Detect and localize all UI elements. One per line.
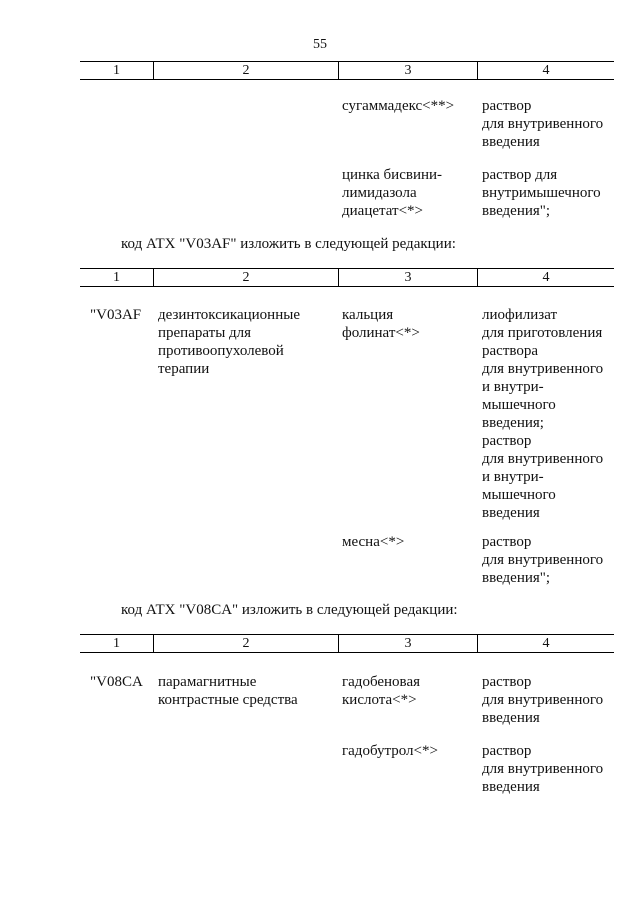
substance-name: месна<*>: [342, 534, 405, 550]
substance-name: кальция фолинат<*>: [342, 307, 420, 341]
substance-name: гадобутрол<*>: [342, 743, 438, 759]
header-cell-3: 3: [404, 636, 412, 651]
header-cell-3: 3: [404, 63, 412, 78]
header-cell-2: 2: [242, 270, 250, 285]
instruction-paragraph: код АТХ "V03AF" изложить в следующей редакции:: [121, 236, 456, 252]
substance-name: гадобеновая кислота<*>: [342, 674, 421, 708]
dosage-form: раствор для внутривенного введения: [482, 674, 604, 726]
dosage-form: раствор для внутримышечного введения";: [482, 167, 601, 219]
dosage-form: раствор для внутривенного введения";: [482, 534, 604, 586]
instruction-paragraph: код АТХ "V08CA" изложить в следующей редакции:: [121, 602, 458, 618]
pharmacological-group: дезинтоксикационные препараты для противоопухолевой терапии: [158, 307, 300, 377]
pharmacological-group: парамагнитные контрастные средства: [158, 674, 298, 708]
header-cell-4: 4: [542, 636, 550, 651]
header-cell-3: 3: [404, 270, 412, 285]
table-header: [80, 634, 614, 653]
header-cell-2: 2: [242, 63, 250, 78]
substance-name: сугаммадекс<**>: [342, 98, 455, 114]
header-cell-1: 1: [113, 270, 120, 285]
header-cell-4: 4: [542, 270, 550, 285]
atc-code: "V03AF: [90, 307, 142, 323]
table-header: [80, 61, 614, 80]
header-cell-1: 1: [113, 63, 120, 78]
atc-code: "V08CA: [90, 674, 143, 690]
substance-name: цинка бисвини- лимидазола диацетат<*>: [342, 167, 443, 219]
header-cell-2: 2: [242, 636, 250, 651]
header-cell-1: 1: [113, 636, 120, 651]
page-number: 55: [313, 37, 327, 52]
table-header: [80, 268, 614, 287]
dosage-form: раствор для внутривенного введения: [482, 743, 604, 795]
header-cell-4: 4: [542, 63, 550, 78]
dosage-form: лиофилизат для приготовления раствора для внутривенного и внутри- мышечного введения; раствор для внутривенного и внутри- мышечного введения: [482, 307, 604, 521]
dosage-form: раствор для внутривенного введения: [482, 98, 604, 150]
